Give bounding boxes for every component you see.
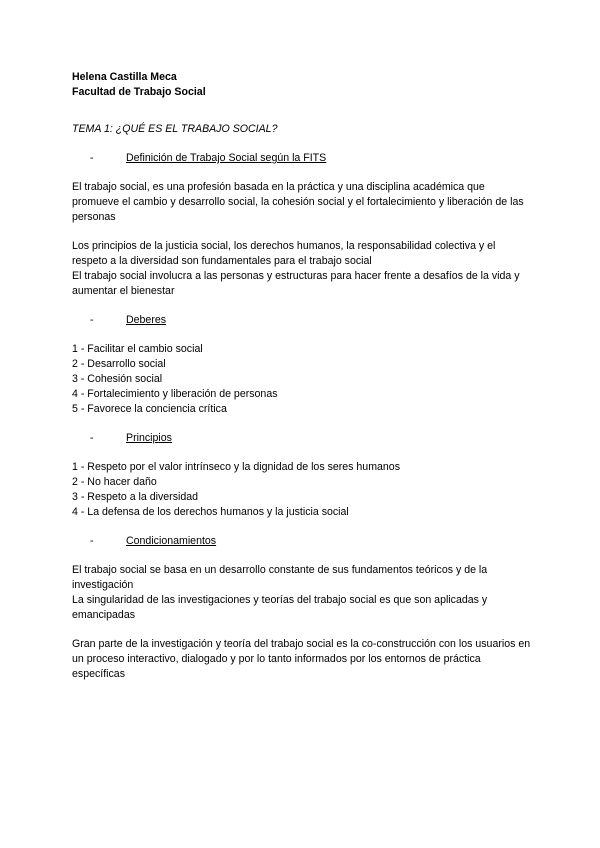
list-item: 4 - La defensa de los derechos humanos y la justicia social [72, 506, 349, 518]
section-title: Deberes [126, 314, 167, 326]
list-item: 1 - Facilitar el cambio social [72, 343, 203, 355]
list-item: 4 - Fortalecimiento y liberación de personas [72, 388, 278, 400]
paragraph: Gran parte de la investigación y teoría del trabajo social es la co-construcción con los usuarios en un proceso interactivo, dialogado y por lo tanto informados por los entornos de práctica específicas [72, 638, 531, 680]
paragraph: Los principios de la justicia social, los derechos humanos, la responsabilidad colectiva y el respeto a la diversidad son fundamentales para el trabajo social [72, 240, 496, 267]
paragraph: El trabajo social se basa en un desarrollo constante de sus fundamentos teóricos y de la investigación [72, 564, 488, 591]
section-title: Principios [126, 432, 172, 444]
paragraph: La singularidad de las investigaciones y teorías del trabajo social es que son aplicadas y emancipadas [72, 594, 488, 621]
list-item: 1 - Respeto por el valor intrínseco y la dignidad de los seres humanos [72, 461, 400, 473]
tema-title: TEMA 1: ¿QUÉ ES EL TRABAJO SOCIAL? [72, 123, 278, 135]
bullet-dash: - [90, 535, 94, 547]
paragraph: El trabajo social, es una profesión basada en la práctica y una disciplina académica que promueve el cambio y desarrollo social, la cohesión social y el fortalecimiento y liberación de las personas [72, 181, 524, 223]
bullet-dash: - [90, 432, 94, 444]
principios-list [72, 460, 532, 520]
list-item: 2 - No hacer daño [72, 476, 157, 488]
section-heading-condicionamientos [72, 534, 532, 549]
bullet-dash: - [90, 152, 94, 164]
section-title: Condicionamientos [126, 535, 217, 547]
faculty-name: Facultad de Trabajo Social [72, 86, 206, 98]
section-title: Definición de Trabajo Social según la FITS [126, 152, 327, 164]
list-item: 3 - Cohesión social [72, 373, 163, 385]
section-heading-deberes [72, 313, 532, 328]
list-item: 3 - Respeto a la diversidad [72, 491, 199, 503]
list-item: 5 - Favorece la conciencia crítica [72, 403, 227, 415]
list-item: 2 - Desarrollo social [72, 358, 166, 370]
author-name: Helena Castilla Meca [72, 71, 177, 83]
deberes-list [72, 342, 532, 417]
document-content [72, 70, 532, 682]
bullet-dash: - [90, 314, 94, 326]
section-heading-definicion [72, 151, 532, 166]
section-heading-principios [72, 431, 532, 446]
paragraph: El trabajo social involucra a las personas y estructuras para hacer frente a desafíos de la vida y aumentar el bienestar [72, 270, 520, 297]
